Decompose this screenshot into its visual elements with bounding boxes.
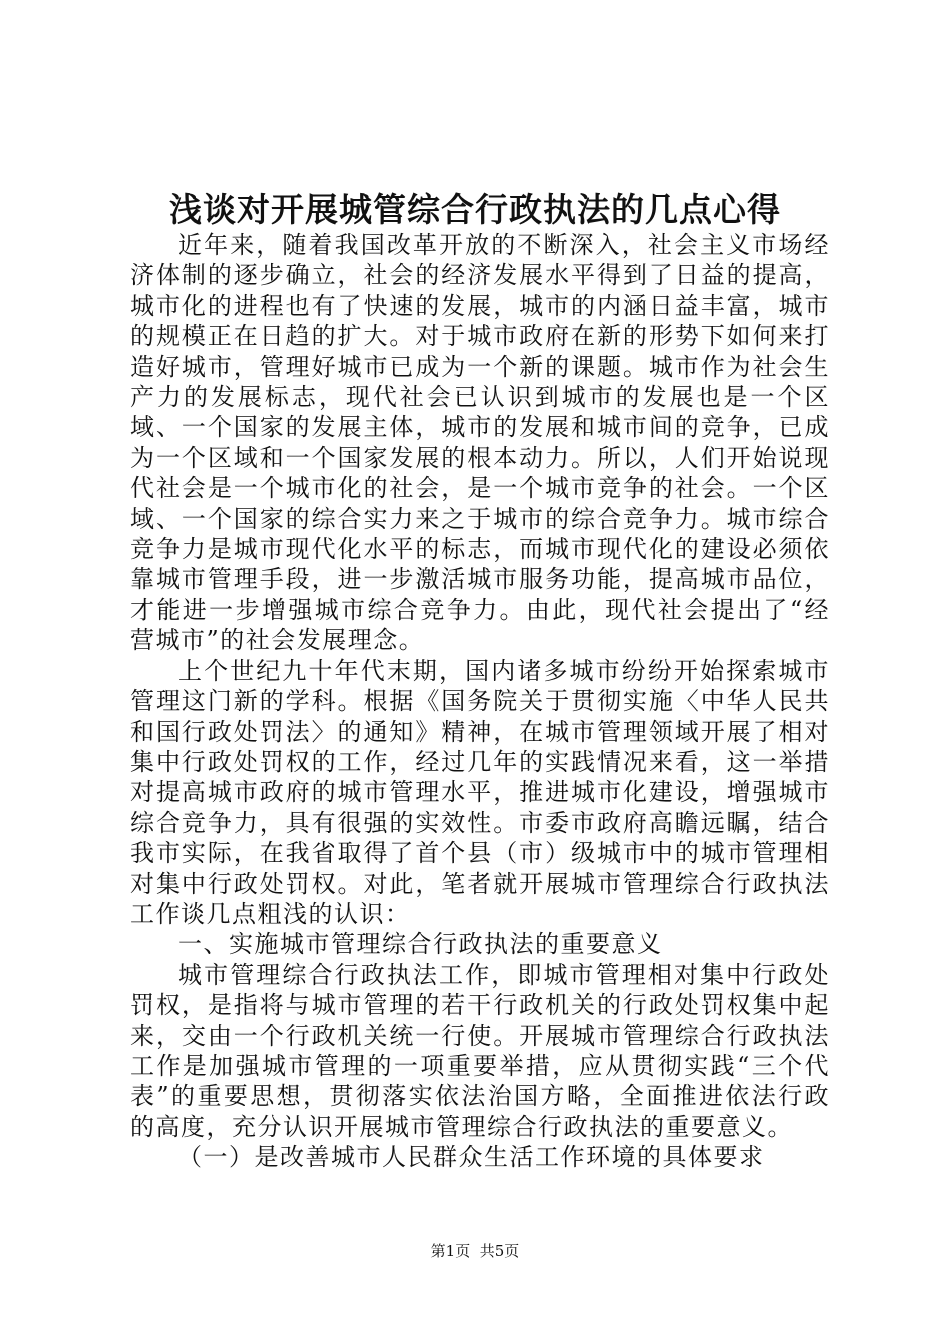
subsection-heading-1: （一）是改善城市人民群众生活工作环境的具体要求 [178,1143,765,1172]
page-number: 第1页 [430,1242,471,1260]
section-heading-1: 一、实施城市管理综合行政执法的重要意义 [178,930,663,959]
page-total: 共5页 [479,1242,520,1260]
page-footer [0,1241,950,1261]
document-body [130,230,830,1173]
paragraph-background: 上个世纪九十年代末期，国内诸多城市纷纷开始探索城市管理这门新的学科。根据《国务院关于贯彻实施〈中华人民共和国行政处罚法〉的通知》精神，在城市管理领域开展了相对集中行政处罚权的工作，经过几年的实践情况来看，这一举措对提高城市政府的城市管理水平，推进城市化建设，增强城市综合竞争力，具有很强的实效性。市委市政府高瞻远瞩，结合我市实际，在我省取得了首个县（市）级城市中的城市管理相对集中行政处罚权。对此，笔者就开展城市管理综合行政执法工作谈几点粗浅的认识： [130,656,830,928]
footer-separator [470,1242,480,1260]
document-title: 浅谈对开展城管综合行政执法的几点心得 [169,190,781,229]
paragraph-definition: 城市管理综合行政执法工作，即城市管理相对集中行政处罚权，是指将与城市管理的若干行政机关的行政处罚权集中起来，交由一个行政机关统一行使。开展城市管理综合行政执法工作是加强城市管理的一项重要举措，应从贯彻实践“三个代表”的重要思想，贯彻落实依法治国方略，全面推进依法行政的高度，充分认识开展城市管理综合行政执法的重要意义。 [130,960,830,1141]
paragraph-intro: 近年来，随着我国改革开放的不断深入，社会主义市场经济体制的逐步确立，社会的经济发展水平得到了日益的提高，城市化的进程也有了快速的发展，城市的内涵日益丰富，城市的规模正在日趋的扩大。对于城市政府在新的形势下如何来打造好城市，管理好城市已成为一个新的课题。城市作为社会生产力的发展标志，现代社会已认识到城市的发展也是一个区域、一个国家的发展主体，城市的发展和城市间的竞争，已成为一个区域和一个国家发展的根本动力。所以，人们开始说现代社会是一个城市化的社会，是一个城市竞争的社会。一个区域、一个国家的综合实力来之于城市的综合竞争力。城市综合竞争力是城市现代化水平的标志，而城市现代化的建设必须依靠城市管理手段，进一步激活城市服务功能，提高城市品位，才能进一步增强城市综合竞争力。由此，现代社会提出了“经营城市”的社会发展理念。 [130,231,830,655]
